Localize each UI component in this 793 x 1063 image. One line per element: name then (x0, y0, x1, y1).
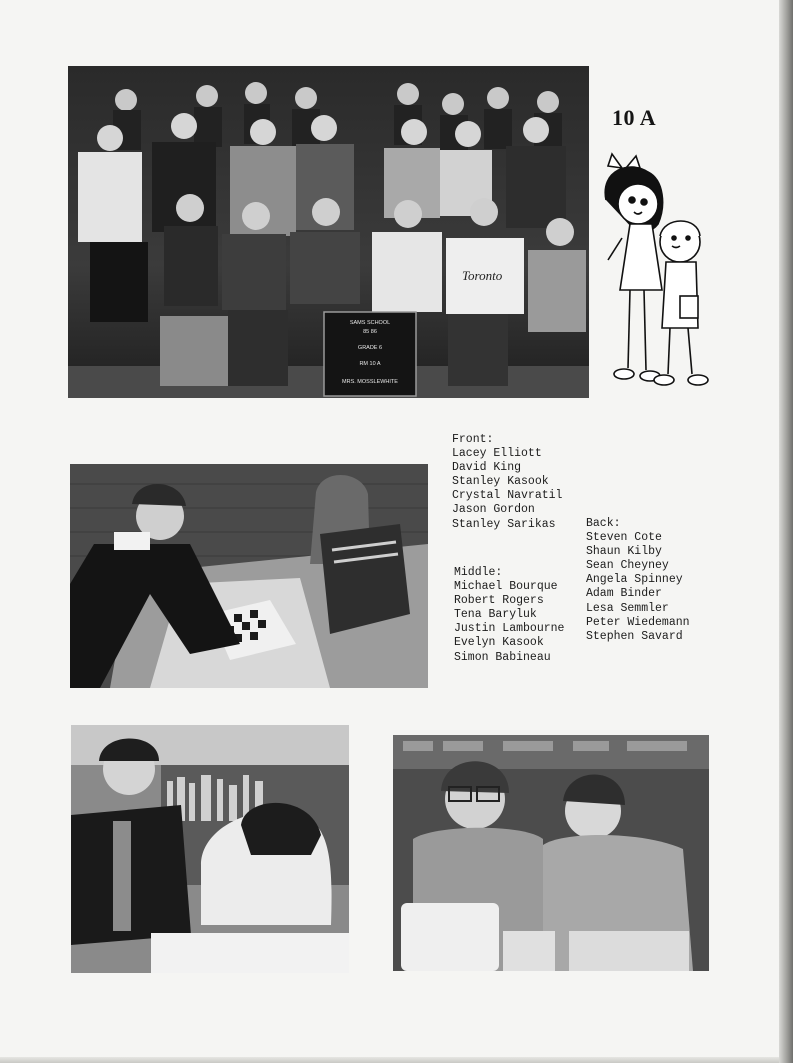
sign-school: SAMS SCHOOL (349, 320, 391, 326)
page-binding-edge (779, 0, 793, 1063)
roster-name: Robert Rogers (454, 594, 544, 608)
roster-name: Crystal Navratil (452, 489, 563, 503)
roster-name: David King (452, 461, 522, 475)
cartoon-children-clipart (600, 150, 715, 400)
roster-name: Adam Binder (586, 587, 662, 601)
roster-name: Lesa Semmler (586, 601, 669, 615)
roster-name: Michael Bourque (454, 580, 558, 594)
roster-front-label: Front: (452, 433, 494, 446)
roster-back-label: Back: (586, 517, 621, 530)
roster-name: Angela Spinney (586, 573, 683, 587)
roster-name: Simon Babineau (454, 650, 551, 664)
checkers-game-photo (70, 464, 428, 688)
roster-name: Stanley Kasook (452, 475, 549, 489)
roster-name: Shaun Kilby (586, 545, 662, 559)
roster-name: Stanley Sarikas (452, 517, 556, 531)
sign-teacher: MRS. MOSSLEWHITE (342, 379, 398, 385)
roster-name: Evelyn Kasook (454, 636, 544, 650)
students-writing-photo (71, 725, 349, 973)
roster-name: Lacey Elliott (452, 447, 542, 461)
sign-year: 85 86 (363, 329, 377, 335)
boys-smiling-photo (393, 735, 709, 971)
roster-name: Jason Gordon (452, 503, 535, 517)
roster-front (452, 433, 562, 532)
class-sign-board (324, 312, 416, 396)
shirt-print-text: Toronto (462, 268, 503, 283)
page-bottom-edge (0, 1057, 793, 1063)
class-group-photo (68, 66, 589, 398)
roster-name: Stephen Savard (586, 629, 683, 643)
roster-name: Steven Cote (586, 531, 662, 545)
roster-back (586, 517, 690, 644)
roster-middle (454, 566, 564, 665)
class-heading: 10 A (612, 105, 657, 130)
roster-middle-label: Middle: (454, 566, 503, 579)
roster-name: Peter Wiedemann (586, 615, 690, 629)
roster-name: Justin Lambourne (454, 622, 565, 636)
sign-grade: GRADE 6 (357, 345, 383, 351)
roster-name: Sean Cheyney (586, 559, 669, 573)
roster-name: Tena Baryluk (454, 608, 537, 622)
sign-room: RM 10 A (359, 361, 381, 367)
